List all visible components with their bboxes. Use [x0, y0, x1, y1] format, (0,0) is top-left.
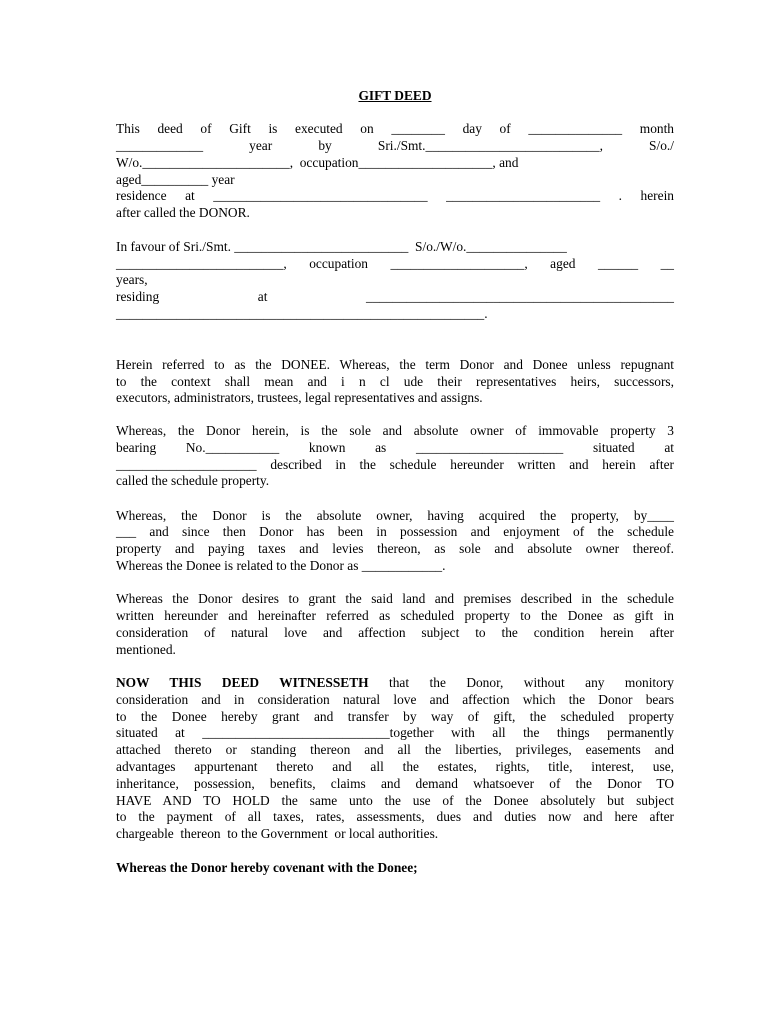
favour-line-2: _________________________, occupation ____________________, aged ______ __ — [116, 256, 674, 271]
owner-line-3: _____________________ described in the schedule hereunder written and herein after — [116, 457, 674, 472]
donee-line-3: executors, administrators, trustees, legal representatives and assigns. — [116, 390, 483, 405]
acquired-line-1: Whereas, the Donor is the absolute owner, having acquired the property, by____ — [116, 508, 674, 523]
document-title: GIFT DEED — [358, 88, 432, 103]
donee-line-1: Herein referred to as the DONEE. Whereas, the term Donor and Donee unless repugnant — [116, 357, 674, 372]
intro-line-2: _____________ year by Sri./Smt.__________________________, S/o./ — [116, 138, 674, 153]
desires-line-2: written hereunder and hereinafter referred as scheduled property to the Donee as gift in — [116, 608, 674, 623]
acquired-line-3: property and paying taxes and levies thereon, as sole and absolute owner thereof. — [116, 541, 674, 556]
witnesseth-heading: NOW THIS DEED WITNESSETH — [116, 675, 369, 690]
intro-line-4: aged__________ year — [116, 172, 235, 187]
favour-line-1: In favour of Sri./Smt. __________________________ S/o./W/o._______________ — [116, 239, 567, 254]
acquired-line-4: Whereas the Donee is related to the Donor as ____________. — [116, 558, 446, 573]
witnesseth-line-5: attached thereto or standing thereon and all the liberties, privileges, easements and — [116, 742, 674, 757]
intro-line-3: W/o.______________________, occupation____________________, and — [116, 155, 519, 170]
witnesseth-line-1-text: that the Donor, without any monitory — [368, 675, 674, 690]
favour-line-4: residing at ______________________________________________ — [116, 289, 674, 304]
owner-line-4: called the schedule property. — [116, 473, 270, 488]
intro-line-6: after called the DONOR. — [116, 205, 250, 220]
witnesseth-line-2: consideration and in consideration natural love and affection which the Donor bears — [116, 692, 674, 707]
witnesseth-line-7: inheritance, possession, benefits, claims and demand whatsoever of the Donor TO — [116, 776, 674, 791]
witnesseth-line-4: situated at ____________________________together with all the things permanently — [116, 725, 674, 740]
donee-line-2: to the context shall mean and i n cl ude their representatives heirs, successors, — [116, 374, 674, 389]
owner-line-2: bearing No.___________ known as ______________________ situated at — [116, 440, 674, 455]
favour-line-5: _______________________________________________________. — [116, 306, 488, 321]
desires-line-3: consideration of natural love and affection subject to the condition herein after — [116, 625, 674, 640]
favour-line-3: years, — [116, 272, 148, 287]
intro-line-5: residence at ________________________________ _______________________ . herein — [116, 188, 674, 203]
witnesseth-line-1 — [116, 675, 674, 692]
witnesseth-line-9: to the payment of all taxes, rates, assessments, dues and duties now and here after — [116, 809, 674, 824]
witnesseth-line-8: HAVE AND TO HOLD the same unto the use of the Donee absolutely but subject — [116, 793, 674, 808]
acquired-line-2: ___ and since then Donor has been in possession and enjoyment of the schedule — [116, 524, 674, 539]
witnesseth-line-6: advantages appurtenant thereto and all the estates, rights, title, interest, use, — [116, 759, 674, 774]
desires-line-1: Whereas the Donor desires to grant the said land and premises described in the schedule — [116, 591, 674, 606]
intro-line-1: This deed of Gift is executed on ________ day of ______________ month — [116, 121, 674, 136]
witnesseth-line-3: to the Donee hereby grant and transfer by way of gift, the scheduled property — [116, 709, 674, 724]
owner-line-1: Whereas, the Donor herein, is the sole and absolute owner of immovable property 3 — [116, 423, 674, 438]
desires-line-4: mentioned. — [116, 642, 176, 657]
witnesseth-line-10: chargeable thereon to the Government or local authorities. — [116, 826, 439, 841]
covenant-heading: Whereas the Donor hereby covenant with the Donee; — [116, 860, 418, 875]
